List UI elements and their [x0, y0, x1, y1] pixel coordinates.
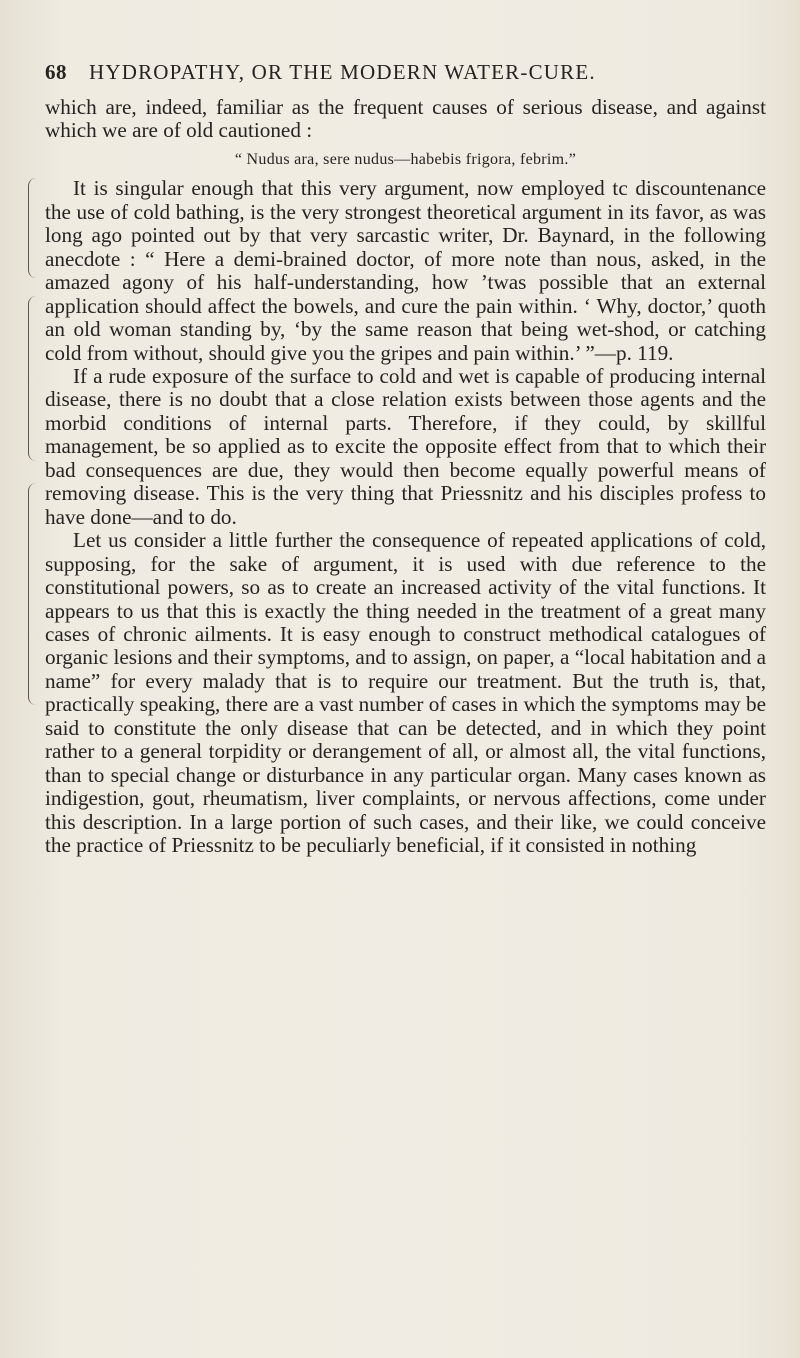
latin-quotation: “ Nudus ara, sere nudus—habebis frigora, febrim.” [234, 150, 577, 168]
paragraph: Let us consider a little further the consequence of repeated applications of cold, supposing, for the sake of argument, it is used with due reference to the constitutional powers, so as to create an increased activity of the vital functions. It appears to us that this is exactly the thing needed in the treatment of a great many cases of chronic ailments. It is easy enough to construct methodical catalogues of organic lesions and their symptoms, and to assign, on paper, a “local habitation and a name” for every malady that is to require our treatment. But the truth is, that, practically speaking, there are a vast number of cases in which the symptoms may be said to constitute the only disease that can be detected, and in which they point rather to a general torpidity or derangement of all, or almost all, the vital functions, than to special change or disturbance in any particular organ. Many cases known as indigestion, gout, rheumatism, liver complaints, or nervous affections, come under this description. In a large portion of such cases, and their like, we could conceive the practice of Priessnitz to be peculiarly beneficial, if it consisted in nothing [45, 528, 766, 858]
margin-bracket [28, 178, 37, 278]
margin-bracket [28, 483, 37, 705]
running-title: HYDROPATHY, OR THE MODERN WATER-CURE. [89, 60, 596, 84]
page-number: 68 [45, 60, 67, 84]
body-text [45, 96, 766, 858]
paragraph-continuation: which are, indeed, familiar as the frequent causes of serious disease, and against which we are of old cautioned : [45, 95, 766, 143]
margin-bracket [28, 296, 37, 461]
paragraph: If a rude exposure of the surface to cold and wet is capable of producing internal disease, there is no doubt that a close relation exists between those agents and the morbid conditions of internal parts. Therefore, if they could, by skillful management, be so applied as to excite the opposite effect from that to which their bad consequences are due, they would then become equally powerful means of removing disease. This is the very thing that Priessnitz and his disciples profess to have done—and to do. [45, 363, 766, 529]
running-header [45, 60, 765, 85]
paragraph: It is singular enough that this very argument, now employed tc discountenance the use of cold bathing, is the very strongest theoretical argument in its favor, as was long ago pointed out by that very sarcastic writer, Dr. Baynard, in the following anecdote : “ Here a demi-brained doctor, of more note than nous, asked, in the amazed agony of his half-understanding, how ’twas possible that an external application should affect the bowels, and cure the pain within. ‘ Why, doctor,’ quoth an old woman standing by, ‘by the same reason that being wet-shod, or catching cold from without, should give you the gripes and pain within.’ ”—p. 119. [45, 176, 766, 365]
